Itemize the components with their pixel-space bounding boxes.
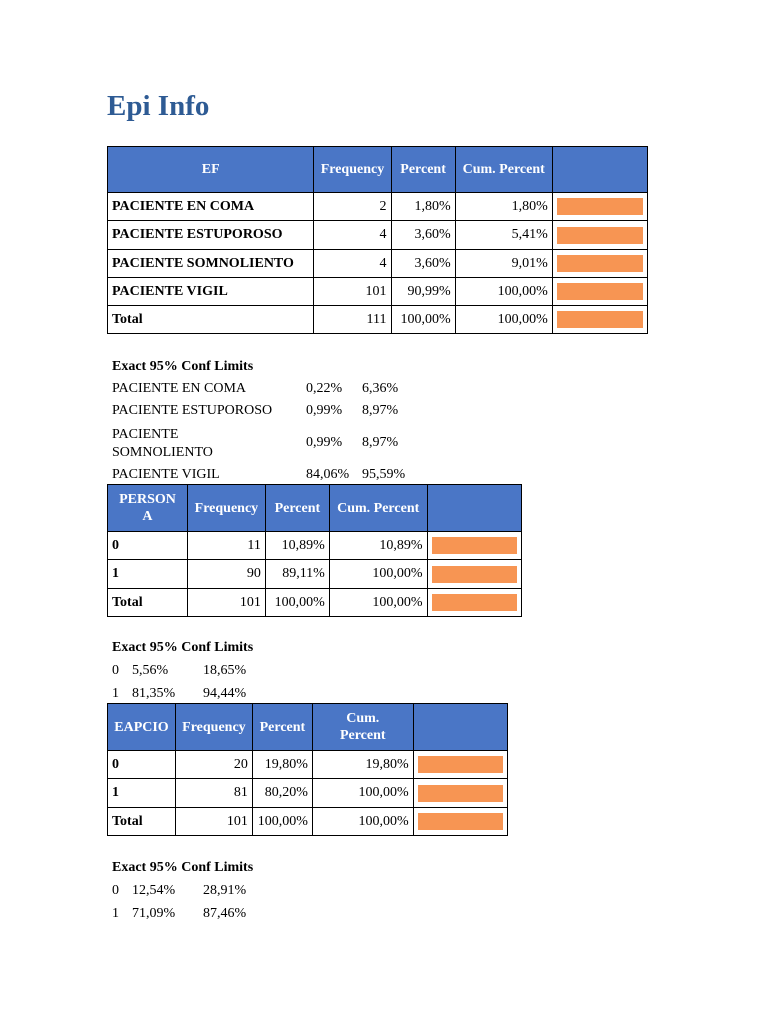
row-bar-cell: [552, 250, 647, 278]
row-bar-cell: [427, 560, 521, 589]
row-cum-percent: 1,80%: [455, 193, 552, 221]
table-row: [108, 560, 522, 589]
row-category: 0: [108, 532, 188, 560]
percent-bar: [418, 756, 503, 773]
column-header-frequency: Frequency: [314, 147, 391, 193]
table-row: [108, 751, 508, 779]
percent-bar: [432, 566, 517, 583]
column-header-frequency: [175, 704, 252, 751]
row-frequency: 90: [187, 560, 265, 589]
percent-bar: [432, 594, 517, 611]
percent-bar: [557, 198, 643, 215]
column-header-bar: [427, 485, 521, 532]
column-header-percent: Percent: [252, 704, 312, 751]
conf-limits-high: 6,36%: [362, 381, 399, 396]
row-cum-percent: 100,00%: [455, 306, 552, 334]
column-header-category: EF: [108, 147, 314, 193]
row-percent: 100,00%: [265, 589, 329, 617]
conf-limits-high: 28,91%: [203, 883, 247, 898]
column-header-category: EAPCIO: [108, 704, 176, 751]
row-cum-percent: 100,00%: [312, 808, 413, 836]
header-label: Cum. Percent: [339, 711, 386, 743]
conf-limits-category: PACIENTE ESTUPOROSO: [112, 403, 273, 418]
conf-limits-category: PACIENTE SOMNOLIENTO: [112, 427, 213, 460]
conf-limits-high: 87,46%: [203, 906, 247, 921]
conf-limits-low: 0,22%: [306, 381, 343, 396]
column-header-percent: Percent: [391, 147, 455, 193]
row-category: PACIENTE ESTUPOROSO: [108, 221, 314, 250]
row-bar-cell: [552, 193, 647, 221]
conf-limits-category: PACIENTE EN COMA: [112, 381, 247, 396]
row-frequency: 2: [314, 193, 391, 221]
row-frequency: 101: [175, 808, 252, 836]
row-percent: 1,80%: [391, 193, 455, 221]
row-frequency: 4: [314, 250, 391, 278]
table-row: [108, 250, 648, 278]
table-row: [108, 221, 648, 250]
row-cum-percent: 19,80%: [312, 751, 413, 779]
row-bar-cell: [552, 278, 647, 306]
conf-limits-title: Exact 95% Conf Limits: [112, 640, 254, 655]
row-cum-percent: 100,00%: [329, 560, 427, 589]
conf-limits-title: Exact 95% Conf Limits: [112, 359, 254, 374]
percent-bar: [557, 283, 643, 300]
conf-limits-category: 0: [112, 663, 119, 678]
table-row: [108, 532, 522, 560]
row-cum-percent: 9,01%: [455, 250, 552, 278]
conf-limits-category: 0: [112, 883, 119, 898]
conf-limits-low: 0,99%: [306, 435, 343, 450]
row-frequency: 11: [187, 532, 265, 560]
row-percent: 90,99%: [391, 278, 455, 306]
row-cum-percent: 5,41%: [455, 221, 552, 250]
row-bar-cell: [552, 306, 647, 334]
row-percent: 19,80%: [252, 751, 312, 779]
conf-limits-low: 0,99%: [306, 403, 343, 418]
row-cum-percent: 10,89%: [329, 532, 427, 560]
row-category: Total: [108, 808, 176, 836]
row-cum-percent: 100,00%: [312, 779, 413, 808]
conf-limits-low: 5,56%: [132, 663, 169, 678]
row-frequency: 101: [187, 589, 265, 617]
table-row: [108, 193, 648, 221]
table-row-total: [108, 808, 508, 836]
conf-limits-high: 95,59%: [362, 467, 406, 482]
percent-bar: [432, 537, 517, 554]
row-cum-percent: 100,00%: [329, 589, 427, 617]
row-percent: 80,20%: [252, 779, 312, 808]
header-label: Frequency: [182, 719, 246, 735]
column-header-bar: [413, 704, 507, 751]
row-category: 1: [108, 560, 188, 589]
row-bar-cell: [427, 589, 521, 617]
row-category: 0: [108, 751, 176, 779]
conf-limits-low: 12,54%: [132, 883, 176, 898]
conf-limits-low: 84,06%: [306, 467, 350, 482]
row-category: Total: [108, 306, 314, 334]
conf-limits-high: 94,44%: [203, 686, 247, 701]
column-header-cum-percent: Cum. Percent: [329, 485, 427, 532]
column-header-percent: Percent: [265, 485, 329, 532]
conf-limits-low: 81,35%: [132, 686, 176, 701]
frequency-table-persona: [107, 484, 522, 617]
row-category: 1: [108, 779, 176, 808]
column-header-cum-percent: Cum. Percent: [455, 147, 552, 193]
row-percent: 3,60%: [391, 250, 455, 278]
frequency-table-ef: [107, 146, 648, 334]
conf-limits-high: 8,97%: [362, 403, 399, 418]
row-category: PACIENTE SOMNOLIENTO: [108, 250, 314, 278]
percent-bar: [418, 785, 503, 802]
table-row: [108, 278, 648, 306]
row-percent: 100,00%: [252, 808, 312, 836]
percent-bar: [418, 813, 503, 830]
row-frequency: 111: [314, 306, 391, 334]
conf-limits-category: 1: [112, 906, 119, 921]
column-header-frequency: Frequency: [187, 485, 265, 532]
row-frequency: 101: [314, 278, 391, 306]
row-category: Total: [108, 589, 188, 617]
row-bar-cell: [427, 532, 521, 560]
row-percent: 3,60%: [391, 221, 455, 250]
percent-bar: [557, 227, 643, 244]
conf-limits-low: 71,09%: [132, 906, 176, 921]
percent-bar: [557, 311, 643, 328]
row-frequency: 4: [314, 221, 391, 250]
header-label: PERSONA: [119, 492, 176, 524]
row-percent: 10,89%: [265, 532, 329, 560]
row-category: PACIENTE EN COMA: [108, 193, 314, 221]
frequency-table-eapcio: [107, 703, 508, 836]
row-bar-cell: [413, 751, 507, 779]
conf-limits-title: Exact 95% Conf Limits: [112, 860, 254, 875]
table-row: [108, 779, 508, 808]
row-frequency: 81: [175, 779, 252, 808]
row-percent: 100,00%: [391, 306, 455, 334]
table-row-total: [108, 589, 522, 617]
row-bar-cell: [413, 808, 507, 836]
conf-limits-high: 8,97%: [362, 435, 399, 450]
row-frequency: 20: [175, 751, 252, 779]
conf-limits-category: PACIENTE VIGIL: [112, 467, 220, 482]
row-percent: 89,11%: [265, 560, 329, 589]
conf-limits-high: 18,65%: [203, 663, 247, 678]
row-bar-cell: [552, 221, 647, 250]
row-bar-cell: [413, 779, 507, 808]
conf-limits-category: 1: [112, 686, 119, 701]
page-title: Epi Info: [107, 90, 210, 122]
row-cum-percent: 100,00%: [455, 278, 552, 306]
column-header-category: [108, 485, 188, 532]
percent-bar: [557, 255, 643, 272]
column-header-cum-percent: [312, 704, 413, 751]
table-row-total: [108, 306, 648, 334]
row-category: PACIENTE VIGIL: [108, 278, 314, 306]
column-header-bar: [552, 147, 647, 193]
